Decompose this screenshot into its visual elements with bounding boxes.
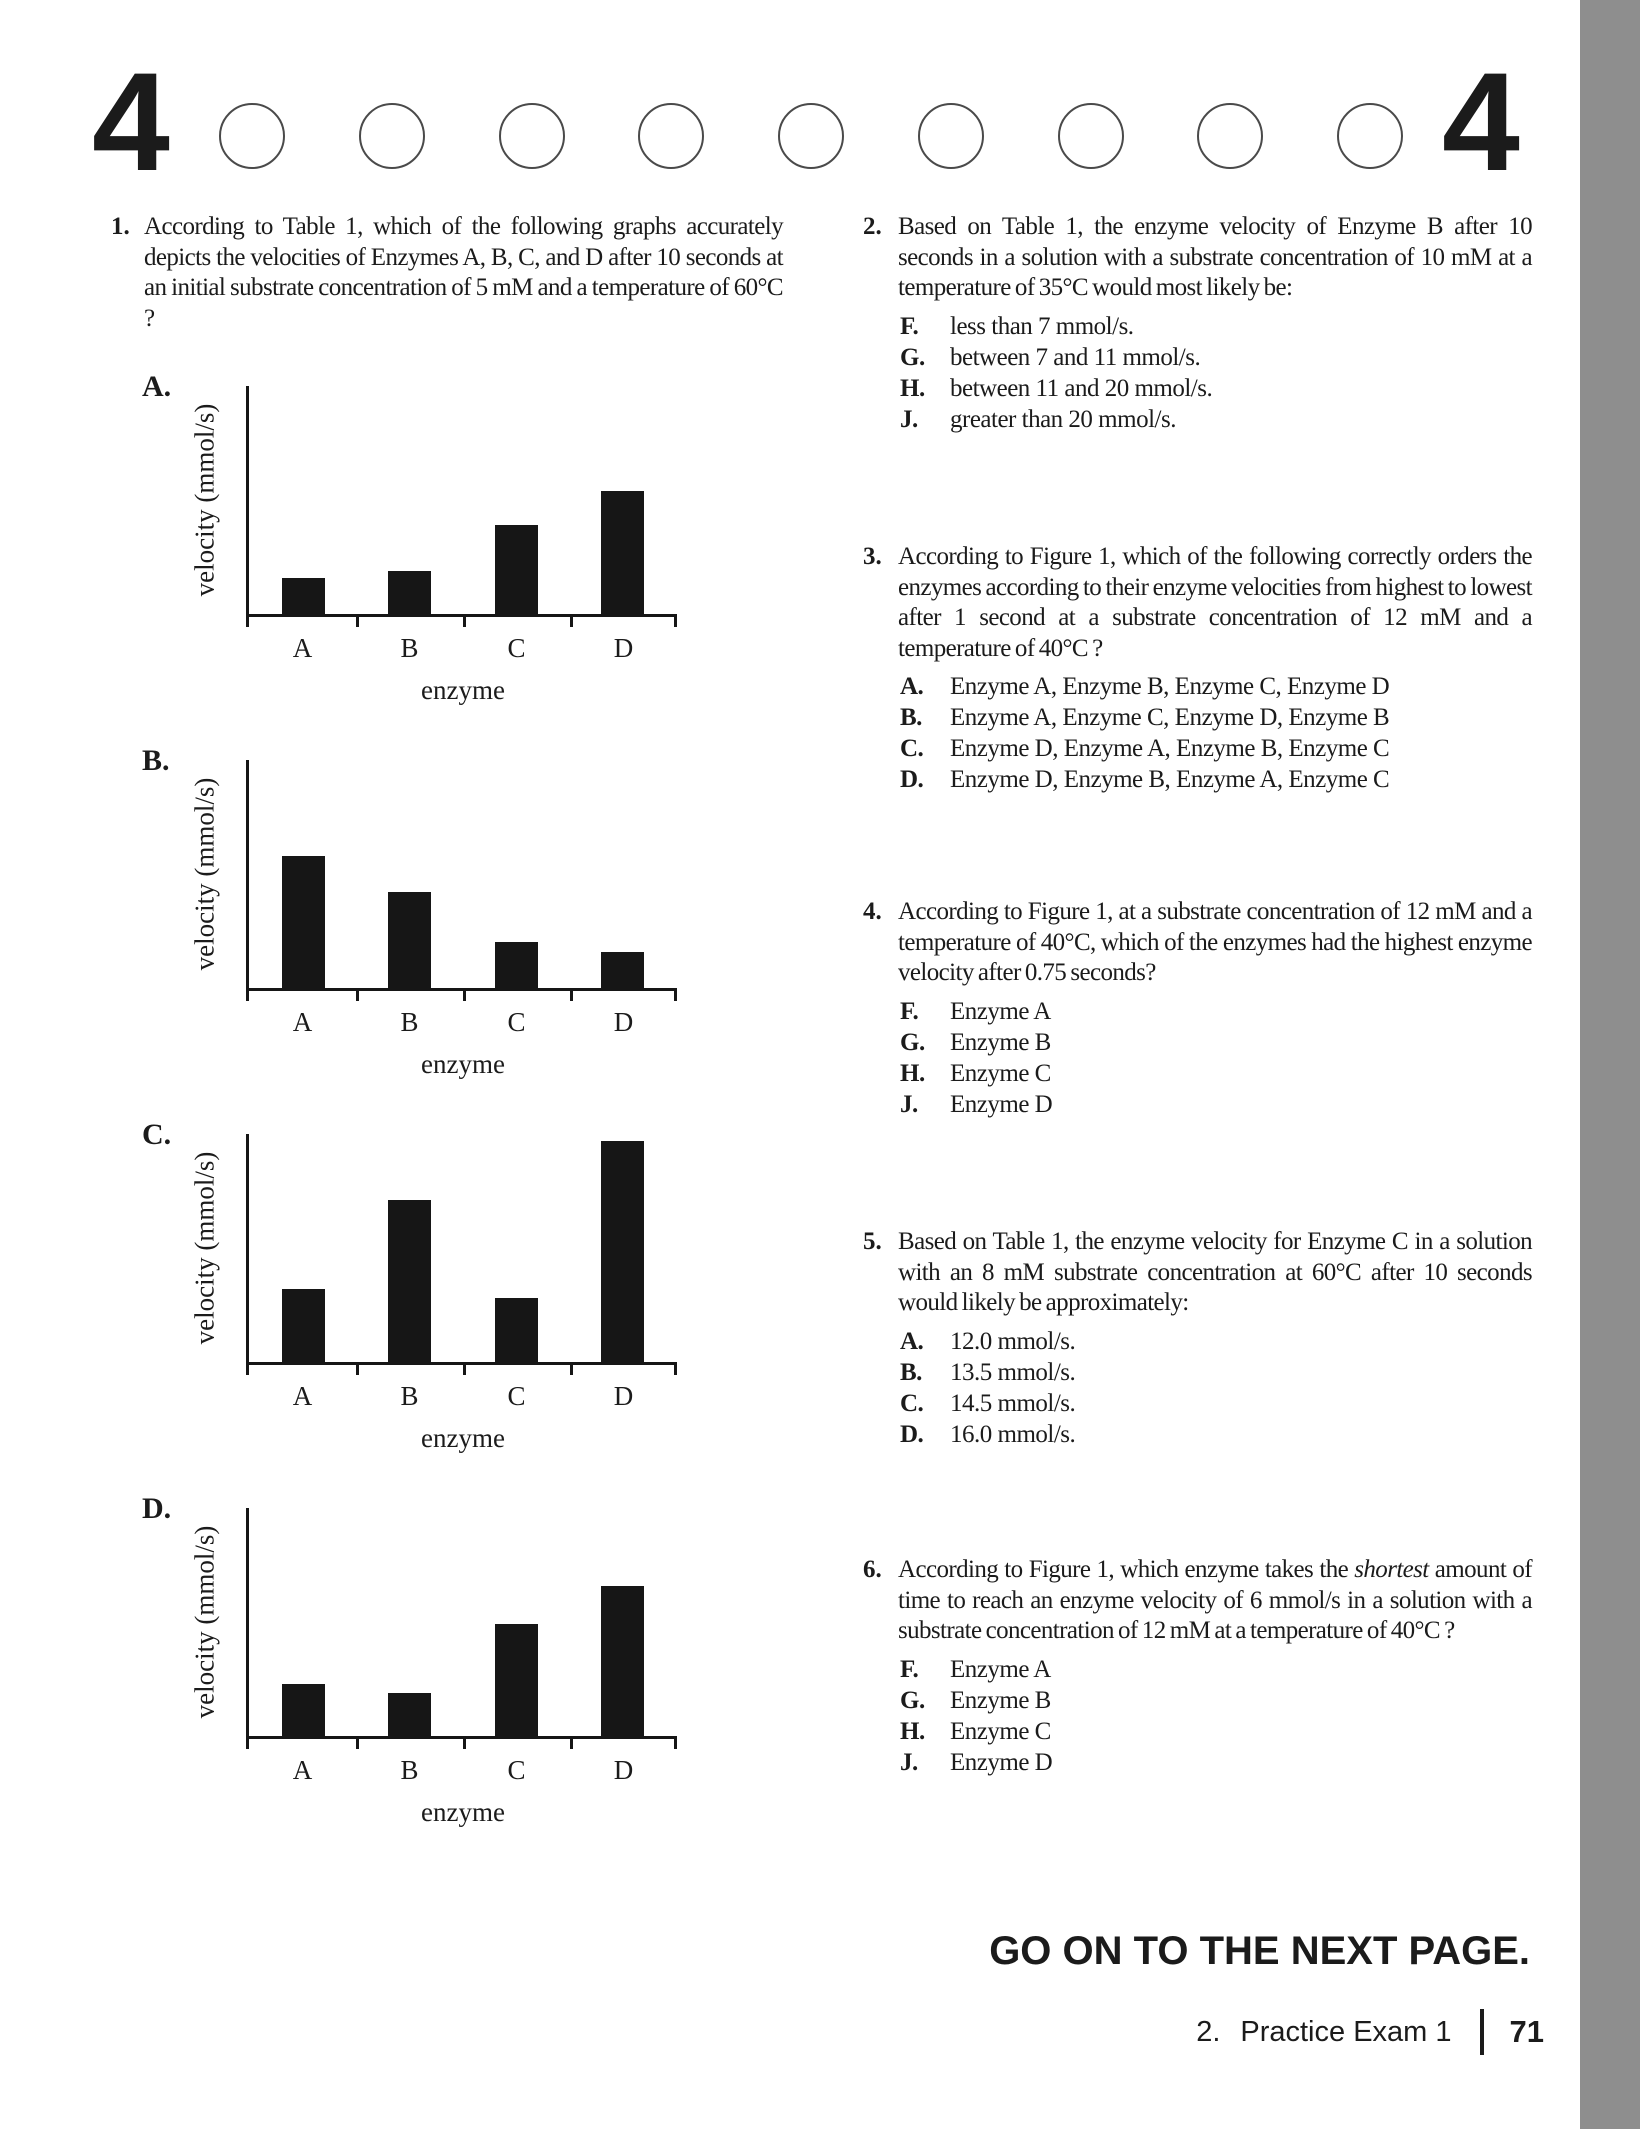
option-text: Enzyme A — [950, 997, 1051, 1025]
y-axis-label: velocity (mmol/s) — [189, 1525, 220, 1719]
answer-bubble — [918, 103, 984, 169]
bar-chart-plot-area — [189, 760, 677, 1079]
x-axis-label: enzyme — [421, 1049, 505, 1079]
option-A — [863, 1326, 1532, 1357]
x-axis-label: enzyme — [421, 675, 505, 705]
bar-enzyme-C — [495, 1298, 538, 1362]
bar-enzyme-D — [601, 1141, 644, 1362]
bar-enzyme-D — [601, 952, 644, 988]
answer-bubble — [359, 103, 425, 169]
y-axis-tick — [246, 1362, 249, 1375]
option-letter: A. — [900, 673, 924, 700]
option-D — [863, 1419, 1532, 1450]
bar-enzyme-A — [282, 1289, 325, 1362]
x-axis-tick — [356, 1736, 359, 1749]
x-tick-label-B: B — [400, 633, 419, 663]
option-J — [863, 1089, 1532, 1120]
answer-graph-D — [100, 1494, 800, 1839]
option-G — [863, 1027, 1532, 1058]
x-tick-label-D: D — [613, 1755, 634, 1785]
option-text: Enzyme C — [950, 1717, 1051, 1745]
answer-options — [863, 996, 1532, 1120]
option-A — [863, 671, 1532, 702]
bar-enzyme-B — [388, 571, 431, 614]
question-stem-italic-text: shortest — [1354, 1556, 1429, 1583]
bar-chart-plot-area — [189, 1508, 677, 1827]
x-axis-tick — [463, 614, 466, 627]
option-J — [863, 404, 1532, 435]
option-letter: C. — [142, 1118, 172, 1151]
question-5 — [863, 1227, 1532, 1450]
question-4 — [863, 897, 1532, 1120]
option-text: Enzyme B — [950, 1028, 1051, 1056]
question-stem — [863, 542, 1532, 664]
question-number: 5. — [863, 1228, 882, 1255]
answer-graph-C — [100, 1120, 800, 1465]
option-G — [863, 1685, 1532, 1716]
footer-divider-line — [1480, 2009, 1484, 2055]
x-axis-tick — [356, 614, 359, 627]
option-letter: D. — [900, 766, 924, 793]
question-number: 6. — [863, 1556, 882, 1583]
option-letter: B. — [900, 1358, 922, 1386]
option-text: Enzyme D — [950, 1090, 1053, 1118]
option-J — [863, 1747, 1532, 1778]
x-tick-label-C: C — [507, 1755, 526, 1785]
option-letter: F. — [900, 997, 919, 1025]
option-letter: J. — [900, 405, 918, 433]
option-C — [863, 733, 1532, 764]
bar-enzyme-B — [388, 1693, 431, 1736]
option-text: between 11 and 20 mmol/s. — [950, 374, 1213, 402]
x-axis-tick — [674, 1362, 677, 1375]
y-axis-label: velocity (mmol/s) — [189, 777, 220, 971]
x-tick-label-A: A — [292, 633, 313, 663]
x-axis-tick — [356, 988, 359, 1001]
question-stem — [863, 1555, 1532, 1647]
question-stem-text: amount of time to reach an enzyme velocity of 6 mmol/s in a solution with a substrate concentration of 12 mM at a temperature of 40°C ? — [898, 1556, 1532, 1644]
y-axis-label: velocity (mmol/s) — [189, 403, 220, 597]
x-axis-label: enzyme — [421, 1423, 505, 1453]
option-text: 14.5 mmol/s. — [950, 1389, 1076, 1417]
question-number: 4. — [863, 898, 882, 925]
answer-bubble — [1337, 103, 1403, 169]
y-axis-tick — [246, 614, 249, 627]
x-axis-tick — [674, 988, 677, 1001]
section-number-right: 4 — [1442, 43, 1518, 200]
page-edge-gray-bar — [1580, 0, 1640, 2129]
option-text: Enzyme A — [950, 1655, 1051, 1683]
x-tick-label-D: D — [613, 1381, 634, 1411]
bar-enzyme-C — [495, 1624, 538, 1736]
x-axis-tick — [463, 988, 466, 1001]
bar-chart-plot-area — [189, 386, 677, 705]
option-F — [863, 311, 1532, 342]
question-stem-text: Based on Table 1, the enzyme velocity for Enzyme C in a solution with an 8 mM substrate concentration at 60°C after 10 seconds would likely be approximately: — [898, 1228, 1532, 1316]
x-tick-label-B: B — [400, 1381, 419, 1411]
question-2 — [863, 212, 1532, 435]
x-tick-label-D: D — [613, 633, 634, 663]
x-tick-label-D: D — [613, 1007, 634, 1037]
x-axis-tick — [674, 1736, 677, 1749]
x-tick-label-A: A — [292, 1381, 313, 1411]
x-axis-tick — [570, 1362, 573, 1375]
option-F — [863, 1654, 1532, 1685]
answer-bubble — [499, 103, 565, 169]
option-letter: A. — [142, 370, 172, 403]
option-C — [863, 1388, 1532, 1419]
go-on-instruction: GO ON TO THE NEXT PAGE. — [989, 1929, 1530, 1973]
question-stem-text: Based on Table 1, the enzyme velocity of Enzyme B after 10 seconds in a solution with a substrate concentration of 10 mM at a temperature of 35°C would most likely be: — [898, 213, 1532, 301]
page-number: 71 — [1509, 2014, 1544, 2049]
option-B — [863, 702, 1532, 733]
answer-graph-B — [100, 746, 800, 1091]
option-text: Enzyme C — [950, 1059, 1051, 1087]
y-axis-label: velocity (mmol/s) — [189, 1151, 220, 1345]
x-axis-tick — [463, 1362, 466, 1375]
bar-chart-plot-area — [189, 1134, 677, 1453]
option-text: between 7 and 11 mmol/s. — [950, 343, 1201, 371]
option-letter: G. — [900, 343, 925, 371]
answer-bubble — [778, 103, 844, 169]
bar-enzyme-B — [388, 1200, 431, 1362]
option-H — [863, 373, 1532, 404]
x-axis-tick — [674, 614, 677, 627]
option-text: Enzyme A, Enzyme B, Enzyme C, Enzyme D — [950, 673, 1390, 700]
x-axis-tick — [570, 988, 573, 1001]
footer-section-number: 2. — [1196, 2015, 1221, 2048]
option-letter: F. — [900, 312, 919, 340]
option-letter: C. — [900, 1389, 924, 1417]
question-stem-text: According to Table 1, which of the following graphs accurately depicts the velocities of Enzymes A, B, C, and D after 10 seconds at an initial substrate concentration of 5 mM and a temperature of 60°C ? — [144, 213, 783, 332]
answer-options — [863, 671, 1532, 795]
option-letter: B. — [142, 744, 170, 777]
option-text: 16.0 mmol/s. — [950, 1420, 1076, 1448]
question-1 — [111, 212, 783, 334]
answer-options — [863, 1326, 1532, 1450]
option-letter: H. — [900, 1059, 925, 1087]
answer-bubble — [1058, 103, 1124, 169]
page-footer — [1196, 2008, 1544, 2056]
question-number: 2. — [863, 213, 882, 240]
x-tick-label-C: C — [507, 1381, 526, 1411]
option-letter: G. — [900, 1686, 925, 1714]
x-axis-tick — [570, 614, 573, 627]
answer-options — [863, 311, 1532, 435]
answer-options — [863, 1654, 1532, 1778]
option-letter: C. — [900, 735, 924, 762]
footer-section-name: Practice Exam 1 — [1240, 2015, 1452, 2048]
option-letter: D. — [900, 1420, 924, 1448]
question-3 — [863, 542, 1532, 795]
option-text: less than 7 mmol/s. — [950, 312, 1134, 340]
option-text: Enzyme D, Enzyme B, Enzyme A, Enzyme C — [950, 766, 1390, 793]
option-text: greater than 20 mmol/s. — [950, 405, 1176, 433]
answer-bubbles-row — [219, 103, 1403, 169]
bar-enzyme-D — [601, 491, 644, 614]
answer-bubble — [219, 103, 285, 169]
question-stem — [863, 1227, 1532, 1319]
question-stem-text: According to Figure 1, which enzyme takes the — [898, 1556, 1355, 1583]
bar-enzyme-D — [601, 1586, 644, 1736]
x-axis-tick — [356, 1362, 359, 1375]
option-letter: D. — [142, 1492, 172, 1525]
answer-bubble — [1197, 103, 1263, 169]
option-G — [863, 342, 1532, 373]
option-text: Enzyme B — [950, 1686, 1051, 1714]
x-tick-label-C: C — [507, 633, 526, 663]
question-number: 3. — [863, 543, 882, 570]
option-letter: F. — [900, 1655, 919, 1683]
option-letter: H. — [900, 1717, 925, 1745]
option-F — [863, 996, 1532, 1027]
option-text: Enzyme D, Enzyme A, Enzyme B, Enzyme C — [950, 735, 1390, 762]
answer-graph-A — [100, 372, 800, 717]
option-letter: B. — [900, 704, 922, 731]
question-stem — [863, 897, 1532, 989]
question-number: 1. — [111, 213, 130, 240]
question-stem-text: According to Figure 1, at a substrate concentration of 12 mM and a temperature of 40°C, which of the enzymes had the highest enzyme velocity after 0.75 seconds? — [898, 898, 1532, 986]
answer-bubble — [638, 103, 704, 169]
bar-enzyme-A — [282, 856, 325, 988]
bar-enzyme-C — [495, 942, 538, 988]
question-6 — [863, 1555, 1532, 1778]
y-axis-tick — [246, 988, 249, 1001]
bar-enzyme-B — [388, 892, 431, 988]
bar-enzyme-A — [282, 578, 325, 614]
option-letter: J. — [900, 1090, 918, 1118]
option-text: Enzyme A, Enzyme C, Enzyme D, Enzyme B — [950, 704, 1390, 731]
option-letter: J. — [900, 1748, 918, 1776]
bar-enzyme-A — [282, 1684, 325, 1736]
x-tick-label-B: B — [400, 1007, 419, 1037]
x-tick-label-C: C — [507, 1007, 526, 1037]
option-letter: G. — [900, 1028, 925, 1056]
x-axis-tick — [463, 1736, 466, 1749]
x-tick-label-B: B — [400, 1755, 419, 1785]
option-text: Enzyme D — [950, 1748, 1053, 1776]
option-D — [863, 764, 1532, 795]
option-letter: H. — [900, 374, 925, 402]
option-H — [863, 1716, 1532, 1747]
option-H — [863, 1058, 1532, 1089]
x-axis-tick — [570, 1736, 573, 1749]
x-tick-label-A: A — [292, 1755, 313, 1785]
x-tick-label-A: A — [292, 1007, 313, 1037]
option-letter: A. — [900, 1327, 924, 1355]
bar-enzyme-C — [495, 525, 538, 614]
question-stem-text: According to Figure 1, which of the following correctly orders the enzymes according to their enzyme velocities from highest to lowest after 1 second at a substrate concentration of 12 mM and a temperature of 40°C ? — [898, 543, 1532, 662]
question-stem — [111, 212, 783, 334]
x-axis-label: enzyme — [421, 1797, 505, 1827]
question-stem — [863, 212, 1532, 304]
y-axis-tick — [246, 1736, 249, 1749]
option-text: 13.5 mmol/s. — [950, 1358, 1076, 1386]
option-B — [863, 1357, 1532, 1388]
section-number-left: 4 — [92, 43, 168, 200]
option-text: 12.0 mmol/s. — [950, 1327, 1076, 1355]
